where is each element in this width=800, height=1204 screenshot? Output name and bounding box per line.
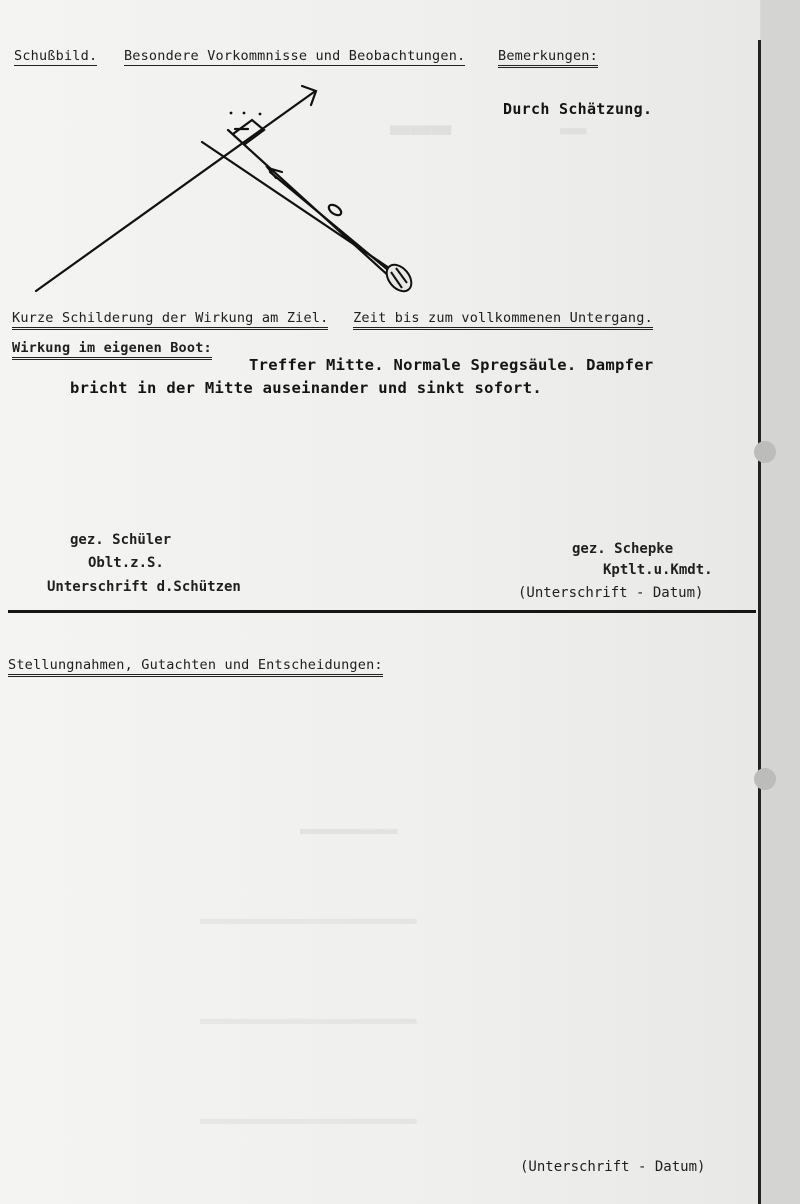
statements-row — [8, 657, 383, 673]
description-line-2: bricht in der Mitte auseinander und sinkt sofort. — [70, 379, 542, 397]
statements-label: Stellungnahmen, Gutachten und Entscheidungen: — [8, 657, 383, 677]
description-line-1: Treffer Mitte. Normale Spregsäule. Dampfer — [249, 356, 654, 374]
commander-signature-caption: (Unterschrift - Datum) — [518, 585, 704, 601]
bleed-through-mark: ▬▬▬ — [390, 108, 452, 148]
torpedo-track-line — [36, 92, 314, 291]
punch-hole-bottom — [754, 768, 776, 790]
remark-text: Durch Schätzung. — [503, 100, 653, 118]
sight-dots — [230, 112, 262, 116]
shooter-signed-by: gez. Schüler — [70, 532, 172, 548]
shooter-rank: Oblt.z.S. — [88, 555, 164, 571]
events-label: Besondere Vorkommnisse und Beobachtungen. — [123, 48, 466, 64]
time-to-sink-label: Zeit bis zum vollkommenen Untergang. — [353, 310, 653, 330]
section-divider — [8, 610, 756, 613]
impact-mark — [327, 203, 343, 218]
bleed-through-mark: ▬▬ — [560, 118, 587, 143]
commander-signed-by: gez. Schepke — [572, 541, 674, 557]
own-boat-label: Wirkung im eigenen Boot: — [12, 340, 212, 360]
bottom-signature-caption: (Unterschrift - Datum) — [520, 1159, 706, 1175]
bleed-through-mark: ▬▬▬▬▬▬▬▬▬ — [300, 820, 398, 841]
bleed-through-mark: ▬▬▬▬▬▬▬▬▬▬▬▬▬▬▬▬▬▬▬▬ — [200, 910, 417, 931]
scan-margin — [761, 0, 800, 1204]
header-row — [14, 48, 598, 64]
bleed-through-mark: ▬▬▬▬▬▬▬▬▬▬▬▬▬▬▬▬▬▬▬▬ — [200, 1010, 417, 1031]
remarks-label: Bemerkungen: — [498, 48, 598, 68]
shot-image-label: Schußbild. — [14, 48, 98, 64]
own-boat-row — [12, 340, 212, 356]
commander-rank: Kptlt.u.Kmdt. — [603, 562, 713, 578]
shot-diagram — [30, 80, 430, 300]
punch-hole-top — [754, 441, 776, 463]
effect-target-label: Kurze Schilderung der Wirkung am Ziel. — [12, 310, 328, 330]
margin-rule — [758, 40, 761, 1204]
bleed-through-mark: ▬▬▬▬▬▬▬▬▬▬▬▬▬▬▬▬▬▬▬▬ — [200, 1110, 417, 1131]
shooter-signature-caption: Unterschrift d.Schützen — [47, 579, 241, 595]
effect-row — [12, 310, 653, 326]
ship-hull-line — [270, 172, 394, 275]
